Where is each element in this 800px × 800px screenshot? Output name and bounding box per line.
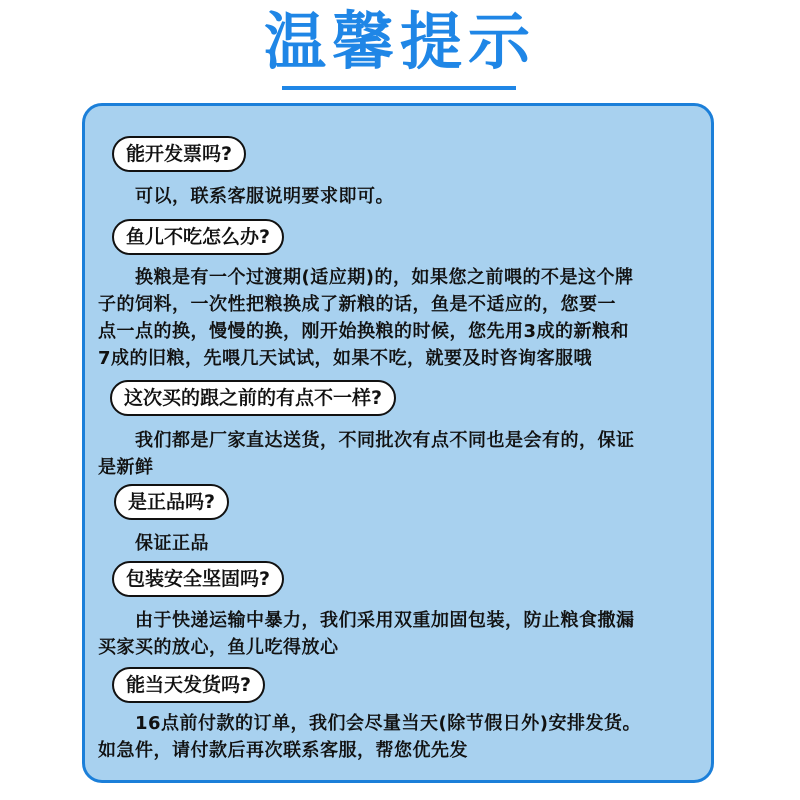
faq-answer-genuine-line-1: 保证正品 (135, 533, 209, 554)
faq-answer-packaging-line-1: 由于快递运输中暴力，我们采用双重加固包装，防止粮食撒漏 (135, 610, 635, 631)
faq-question-genuine: 是正品吗? (114, 484, 229, 520)
faq-answer-fish-line-1: 换粮是有一个过渡期(适应期)的，如果您之前喂的不是这个牌 (135, 267, 634, 288)
faq-answer-different-line-1: 我们都是厂家直达送货，不同批次有点不同也是会有的，保证 (135, 430, 635, 451)
title-underline (282, 86, 516, 90)
faq-question-packaging: 包装安全坚固吗? (112, 561, 284, 597)
faq-answer-different-line-2: 是新鲜 (98, 457, 154, 478)
faq-answer-fish-line-3: 点一点的换，慢慢的换，刚开始换粮的时候，您先用3成的新粮和 (98, 321, 630, 342)
faq-answer-shipping-line-1: 16点前付款的订单，我们会尽量当天(除节假日外)安排发货。 (135, 713, 641, 734)
faq-answer-packaging-line-2: 买家买的放心，鱼儿吃得放心 (98, 637, 339, 658)
faq-answer-invoice-line-1: 可以，联系客服说明要求即可。 (135, 186, 394, 207)
faq-answer-fish-line-4: 7成的旧粮，先喂几天试试，如果不吃，就要及时咨询客服哦 (98, 348, 593, 369)
faq-question-invoice: 能开发票吗? (112, 136, 246, 172)
faq-answer-shipping-line-2: 如急件，请付款后再次联系客服，帮您优先发 (98, 740, 468, 761)
faq-answer-fish-line-2: 子的饲料，一次性把粮换成了新粮的话，鱼是不适应的，您要一 (98, 294, 616, 315)
faq-question-fish-not-eating: 鱼儿不吃怎么办? (112, 219, 284, 255)
faq-question-same-day-shipping: 能当天发货吗? (112, 667, 265, 703)
page-title: 温馨提示 (263, 5, 536, 78)
faq-question-different: 这次买的跟之前的有点不一样? (110, 380, 396, 416)
